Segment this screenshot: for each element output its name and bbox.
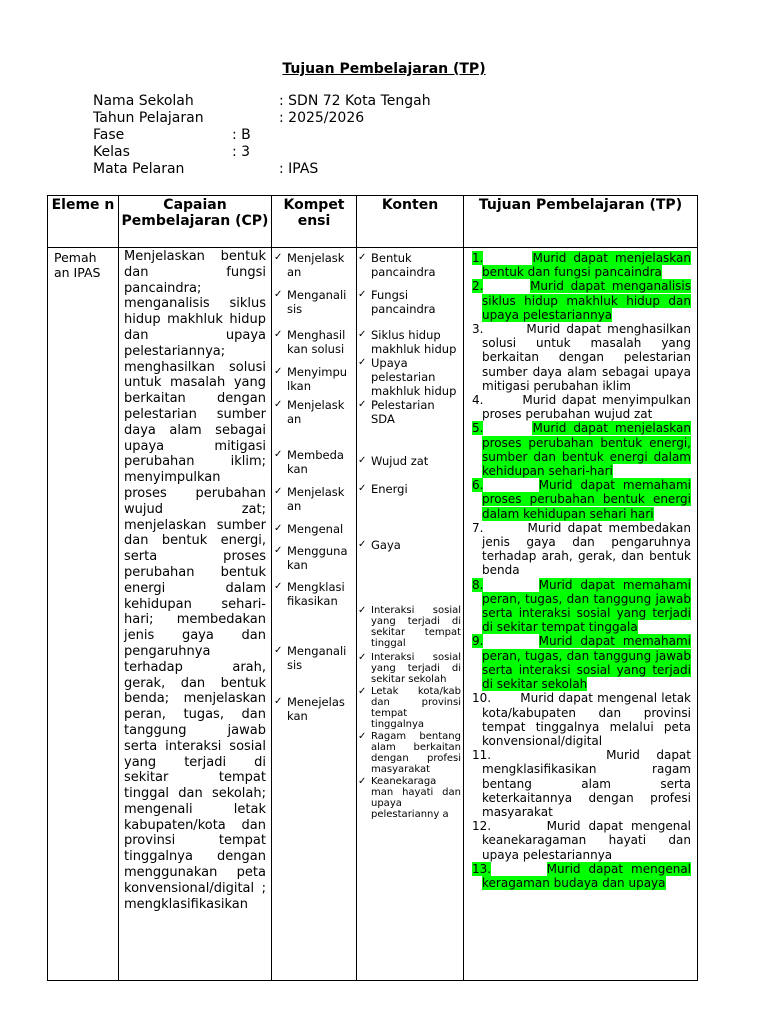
- meta-key: Tahun Pelajaran: [93, 110, 204, 126]
- table-row: [48, 248, 698, 981]
- tp-item: [472, 478, 691, 521]
- tp-text: Murid dapat mengenal letak kota/kabupaten dan provinsi tempat tinggalnya melalui peta konvensional/digital: [482, 691, 691, 748]
- tp-number: 3.: [472, 322, 484, 337]
- tp-item: [472, 691, 691, 748]
- tp-item: [472, 521, 691, 578]
- konten-item: ✓ Energi: [357, 482, 461, 496]
- kompetensi-item: ✓ Menjelask an: [272, 251, 354, 279]
- konten-item: ✓ Siklus hidup makhluk hidup: [357, 328, 461, 356]
- kompetensi-item: ✓ Menejelas kan: [272, 695, 354, 723]
- meta-key: Fase: [93, 127, 125, 143]
- tp-text: Murid dapat menjelaskan bentuk dan fungsi pancaindra: [482, 251, 691, 280]
- tp-number: 2.: [472, 279, 484, 294]
- tp-text: Murid dapat menganalisis siklus hidup makhluk hidup dan upaya pelestariannya: [482, 279, 692, 322]
- header-konten: Konten: [357, 196, 464, 248]
- konten-list: [357, 251, 463, 820]
- meta-key: Kelas: [93, 144, 130, 160]
- tp-text: Murid dapat memahami peran, tugas, dan tanggung jawab serta interaksi sosial yang terjadi di sekitar tempat tinggala: [482, 577, 691, 635]
- header-cp: Capaian Pembelajaran (CP): [119, 196, 272, 248]
- tp-text: Murid dapat memahami peran, tugas, dan tanggung jawab serta interaksi sosial yang terjadi di sekitar sekolah: [482, 634, 691, 692]
- kompetensi-item: ✓ Menganali sis: [272, 288, 354, 316]
- document-title: Tujuan Pembelajaran (TP): [282, 61, 486, 77]
- cell-elemen: [48, 248, 119, 981]
- konten-item: ✓ Fungsi pancaindra: [357, 288, 461, 316]
- kompetensi-item: ✓ Menjelask an: [272, 485, 354, 513]
- kompetensi-item: ✓ Menyimpu lkan: [272, 365, 354, 393]
- tp-item: [472, 251, 691, 279]
- header-elemen: Eleme n: [48, 196, 119, 248]
- table-header-row: [48, 196, 698, 248]
- tp-number: 9.: [472, 634, 484, 649]
- tp-item: [472, 862, 691, 890]
- kompetensi-item: ✓ Menghasil kan solusi: [272, 328, 354, 356]
- kompetensi-item: ✓ Menganali sis: [272, 644, 354, 672]
- tp-number: 11.: [472, 748, 492, 763]
- meta-value: : 3: [232, 144, 251, 160]
- meta-key: Mata Pelaran: [93, 161, 185, 177]
- cp-text: Menjelaskan bentuk dan fungsi pancaindra; menganalisis siklus hidup makhluk hidup dan upaya pelestariannya; menghasilkan solusi untuk masalah yang berkaitan dengan pelestarian sumber daya alam sebagai upaya mitigasi perubahan iklim; menyimpulkan proses perubahan wujud zat; menjelaskan sumber dan bentuk energi, serta proses perubahan bentuk energi dalam kehidupan sehari-hari; membedakan jenis gaya dan pengaruhnya terhadap arah, gerak, dan bentuk benda; menjelaskan peran, tugas, dan tanggung jawab serta interaksi sosial yang terjadi di sekitar tempat tinggal dan sekolah; mengenali letak kabupaten/kota dan provinsi tempat tinggalnya dengan menggunakan peta konvensional/digital ; mengklasifikasikan: [124, 249, 266, 912]
- konten-item: ✓ Interaksi sosial yang terjadi di sekitar sekolah: [357, 652, 461, 685]
- header-kompetensi: Kompet ensi: [272, 196, 357, 248]
- tp-number: 13.: [472, 861, 492, 876]
- tp-item: [472, 279, 691, 322]
- konten-item: ✓ Gaya: [357, 538, 461, 552]
- kompetensi-item: ✓ Mengguna kan: [272, 544, 354, 572]
- tp-number: 7.: [472, 520, 484, 535]
- tp-number: 5.: [472, 421, 484, 436]
- meta-key: Nama Sekolah: [93, 93, 194, 109]
- elemen-text: Pemah an IPAS: [54, 250, 101, 280]
- kompetensi-list: [272, 251, 356, 723]
- konten-item: ✓ Wujud zat: [357, 454, 461, 468]
- tp-number: 8.: [472, 577, 484, 592]
- tp-number: 6.: [472, 478, 484, 493]
- tp-text: Murid dapat menyimpulkan proses perubahan wujud zat: [482, 393, 691, 422]
- tp-text: Murid dapat menghasilkan solusi untuk masalah yang berkaitan dengan pelestarian sumber daya alam sebagai upaya mitigasi perubahan iklim: [482, 322, 691, 393]
- tp-item: [472, 578, 691, 635]
- header-tp: Tujuan Pembelajaran (TP): [464, 196, 698, 248]
- konten-item: ✓ Keanekaraga man hayati dan upaya pelestarianny a: [357, 776, 461, 820]
- tp-item: [472, 322, 691, 393]
- tp-text: Murid dapat membedakan jenis gaya dan pengaruhnya terhadap arah, gerak, dan bentuk benda: [482, 520, 691, 578]
- tp-text: Murid dapat mengklasifikasikan ragam bentang alam serta keterkaitannya dengan profesi masyarakat: [482, 748, 691, 819]
- meta-value: : 2025/2026: [279, 110, 365, 126]
- tp-number: 10.: [472, 691, 492, 706]
- tp-number: 1.: [472, 251, 484, 265]
- tp-item: [472, 393, 691, 421]
- tp-item: [472, 819, 691, 862]
- kompetensi-item: ✓ Mengenal: [272, 522, 354, 536]
- tp-text: Murid dapat memahami proses perubahan bentuk energi dalam kehidupan sehari hari: [482, 478, 691, 521]
- konten-item: ✓ Pelestarian SDA: [357, 398, 461, 426]
- konten-item: ✓ Ragam bentang alam berkaitan dengan profesi masyarakat: [357, 731, 461, 775]
- tp-number: 4.: [472, 393, 484, 408]
- tp-item: [472, 421, 691, 478]
- tp-text: Murid dapat menjelaskan proses perubahan bentuk energi, sumber dan bentuk energi dalam kehidupan sehari-hari: [482, 421, 691, 479]
- meta-value: : B: [232, 127, 251, 143]
- tp-table: [47, 195, 698, 981]
- cell-konten: [357, 248, 464, 981]
- kompetensi-item: ✓ Membeda kan: [272, 448, 354, 476]
- cell-cp: [119, 248, 272, 981]
- cell-tp: [464, 248, 698, 981]
- cell-kompetensi: [272, 248, 357, 981]
- kompetensi-item: ✓ Menjelask an: [272, 398, 354, 426]
- tp-number: 12.: [472, 819, 492, 834]
- konten-item: ✓ Upaya pelestarian makhluk hidup: [357, 356, 461, 398]
- konten-item: ✓ Interaksi sosial yang terjadi di sekitar tempat tinggal: [357, 605, 461, 649]
- meta-value: : IPAS: [279, 161, 319, 177]
- tp-text: Murid dapat mengenal keanekaragaman hayati dan upaya pelestariannya: [482, 819, 692, 862]
- konten-item: ✓ Letak kota/kab dan provinsi tempat tinggalnya: [357, 686, 461, 730]
- tp-item: [472, 748, 691, 819]
- tp-text: Murid dapat mengenal keragaman budaya dan upaya: [482, 861, 692, 890]
- tp-item: [472, 634, 691, 691]
- konten-item: ✓ Bentuk pancaindra: [357, 251, 461, 279]
- kompetensi-item: ✓ Mengklasi fikasikan: [272, 580, 354, 608]
- meta-value: : SDN 72 Kota Tengah: [279, 93, 431, 109]
- tp-list: [464, 248, 697, 890]
